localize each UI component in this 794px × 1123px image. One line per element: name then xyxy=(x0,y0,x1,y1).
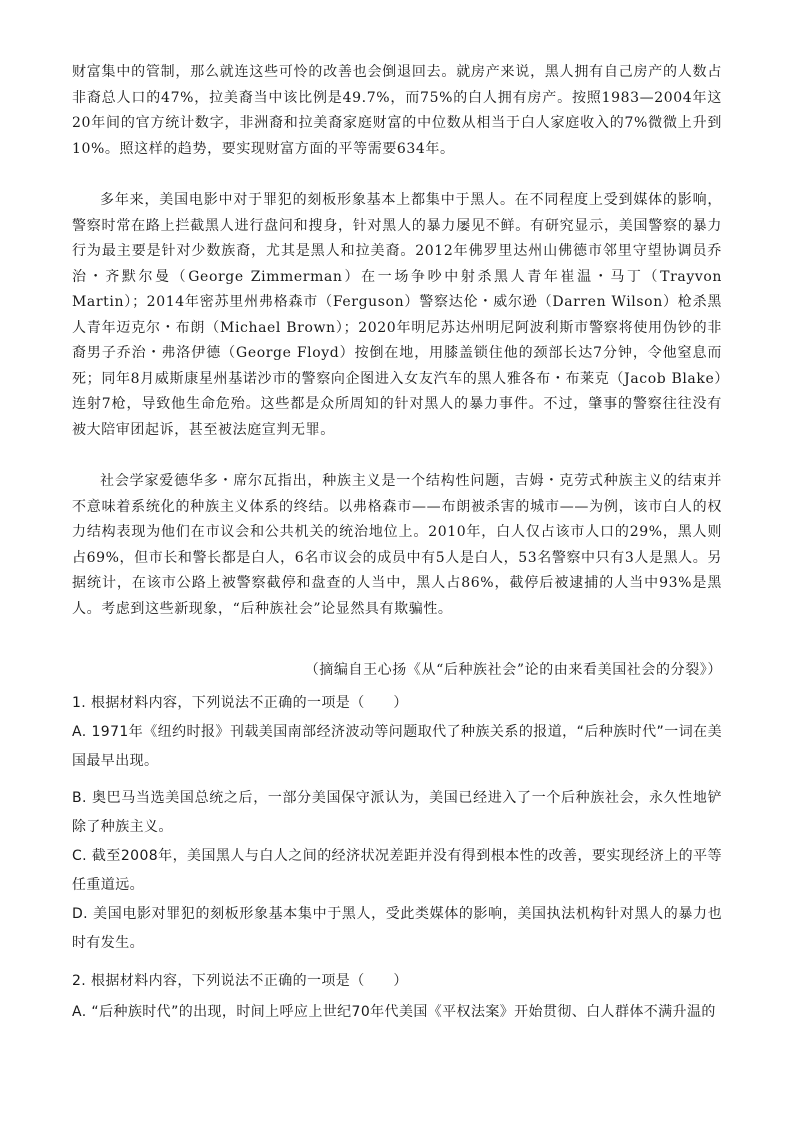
question-1-option-c: C. 截至2008年，美国黑人与白人之间的经济状况差距并没有得到根本性的改善，要实现经济上的平等任重道远。 xyxy=(72,848,722,893)
question-2-option-a: A. “后种族时代”的出现，时间上呼应上世纪70年代美国《平权法案》开始贯彻、白人群体不满升温的 xyxy=(72,1004,716,1020)
question-1-option-b: B. 奥巴马当选美国总统之后，一部分美国保守派认为，美国已经进入了一个后种族社会，永久性地铲除了种族主义。 xyxy=(72,790,722,835)
question-1-option-d: D. 美国电影对罪犯的刻板形象基本集中于黑人，受此类媒体的影响，美国执法机构针对黑人的暴力也时有发生。 xyxy=(72,906,722,951)
material-paragraph-3: 社会学家爱德华多・席尔瓦指出，种族主义是一个结构性问题，吉姆・克劳式种族主义的结束并不意味着系统化的种族主义体系的终结。以弗格森市——布朗被杀害的城市——为例，该市白人的权力结构表现为他们在市议会和公共机关的统治地位上。2010年，白人仅占该市人口的29%，黑人则占69%，但市长和警长都是白人，6名市议会的成员中有5人是白人，53名警察中只有3人是黑人。另据统计，在该市公路上被警察截停和盘查的人当中，黑人占86%，截停后被逮捕的人当中93%是黑人。考虑到这些新现象，“后种族社会”论显然具有欺骗性。 xyxy=(72,473,722,617)
question-2-stem: 2. 根据材料内容，下列说法不正确的一项是（ ） xyxy=(72,973,408,989)
question-1-stem: 1. 根据材料内容，下列说法不正确的一项是（ ） xyxy=(72,695,408,711)
material-paragraph-1: 财富集中的管制，那么就连这些可怜的改善也会倒退回去。就房产来说，黑人拥有自己房产的人数占非裔总人口的47%，拉美裔当中该比例是49.7%，而75%的白人拥有房产。按照1983—2004年这20年间的官方统计数字，非洲裔和拉美裔家庭财富的中位数从相当于白人家庭收入的7%微微上升到10%。照这样的趋势，要实现财富方面的平等需要634年。 xyxy=(72,64,722,157)
material-source: （摘编自王心扬《从“后种族社会”论的由来看美国社会的分裂》） xyxy=(304,662,722,678)
question-1-option-a: A. 1971年《纽约时报》刊载美国南部经济波动等问题取代了种族关系的报道，“后种族时代”一词在美国最早出现。 xyxy=(72,724,722,769)
material-paragraph-2: 多年来，美国电影中对于罪犯的刻板形象基本上都集中于黑人。在不同程度上受到媒体的影响，警察时常在路上拦截黑人进行盘问和搜身，针对黑人的暴力屡见不鲜。有研究显示，美国警察的暴力行为最主要是针对少数族裔，尤其是黑人和拉美裔。2012年佛罗里达州山佛德市邻里守望协调员乔治・齐默尔曼（George Zimmerman）在一场争吵中射杀黑人青年崔温・马丁（Trayvon Martin）；2014年密苏里州弗格森市（Ferguson）警察达伦・威尔逊（Darren Wilson）枪杀黑人青年迈克尔・布朗（Michael Brown）；2020年明尼苏达州明尼阿波利斯市警察将使用伪钞的非裔男子乔治・弗洛伊德（George Floyd）按倒在地，用膝盖锁住他的颈部长达7分钟，令他窒息而死；同年8月威斯康星州基诺沙市的警察向企图进入女友汽车的黑人雅各布・布莱克（Jacob Blake）连射7枪，导致他生命危殆。这些都是众所周知的针对黑人的暴力事件。不过，肇事的警察往往没有被大陪审团起诉，甚至被法庭宣判无罪。 xyxy=(72,192,722,438)
